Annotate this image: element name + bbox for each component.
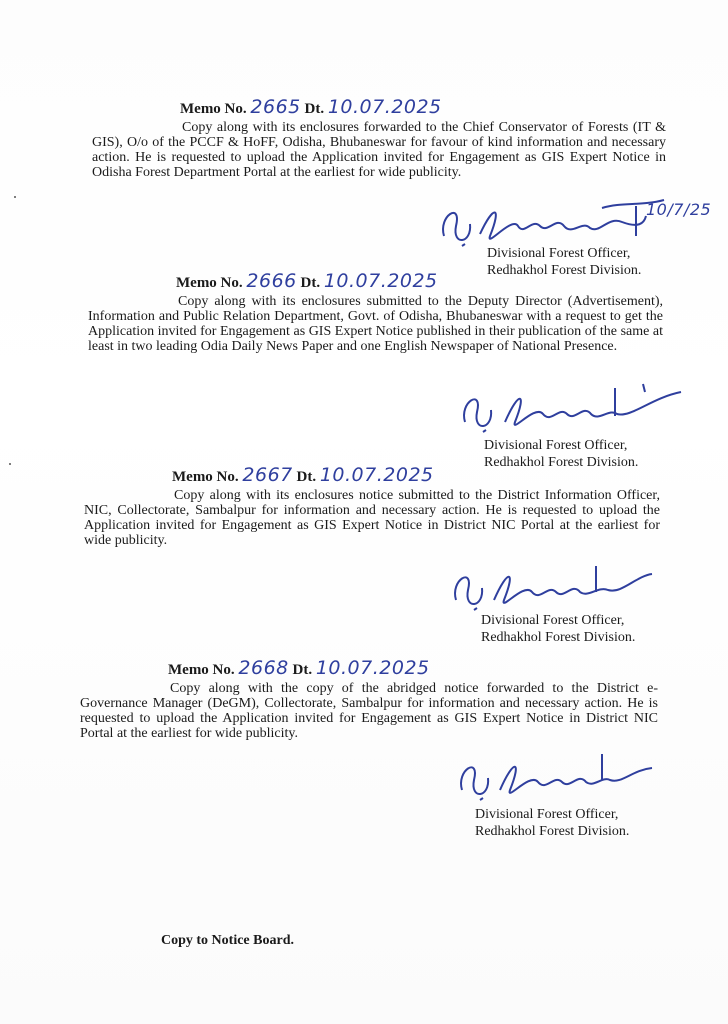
signature-image — [455, 384, 695, 444]
memo-2666 — [88, 270, 663, 354]
memo-number: 2666 — [246, 270, 297, 292]
memo-body: Copy along with its enclosures submitted to the Deputy Director (Advertisement), Information and Public Relation Department, Govt. of Odisha, Bhubaneswar with a request to get the Application invited for Engagement as GIS Expert Notice published in their publication of the same at least in two leading Odia Daily News Paper and one English Newspaper of National Presence. — [88, 294, 663, 354]
signatory-office: Redhakhol Forest Division. — [475, 824, 630, 839]
memo-number: 2668 — [238, 657, 289, 679]
memo-2667 — [84, 464, 660, 548]
signature-date-1 — [646, 200, 711, 220]
memo-body: Copy along with the copy of the abridged notice forwarded to the District e-Governance Manager (DeGM), Collectorate, Sambalpur for information and necessary action. He is requested to upload the Application invited for Engagement as GIS Expert Notice in District NIC Portal at the earliest for wide publicity. — [80, 681, 658, 741]
memo-label: Memo No. — [172, 469, 239, 485]
memo-header — [172, 464, 660, 486]
memo-date: 10.07.2025 — [319, 464, 434, 486]
signatory-title: Divisional Forest Officer, — [484, 438, 628, 453]
memo-header — [176, 270, 663, 292]
signature-date: 10/7/25 — [646, 200, 712, 219]
signatory-title: Divisional Forest Officer, — [475, 807, 619, 822]
date-label: Dt. — [296, 469, 317, 485]
memo-2668 — [80, 657, 658, 741]
signatory-office: Redhakhol Forest Division. — [484, 455, 639, 470]
memo-number: 2667 — [242, 464, 293, 486]
memo-date: 10.07.2025 — [315, 657, 430, 679]
memo-date: 10.07.2025 — [323, 270, 438, 292]
date-label: Dt. — [304, 101, 325, 117]
signatory-block-4 — [475, 806, 629, 840]
memo-label: Memo No. — [180, 101, 247, 117]
memo-header — [180, 96, 666, 118]
memo-2665 — [92, 96, 666, 180]
signatory-title: Divisional Forest Officer, — [481, 613, 625, 628]
signatory-office: Redhakhol Forest Division. — [487, 263, 642, 278]
memo-number: 2665 — [250, 96, 301, 118]
memo-body: Copy along with its enclosures notice submitted to the District Information Officer, NIC, Collectorate, Sambalpur for information and necessary action. He is requested to upload the Application invited for Engagement as GIS Expert Notice in District NIC Portal at the earliest for wide publicity. — [84, 488, 660, 548]
date-label: Dt. — [300, 275, 321, 291]
memo-label: Memo No. — [168, 662, 235, 678]
memo-body: Copy along with its enclosures forwarded to the Chief Conservator of Forests (IT & GIS), O/o of the PCCF & HoFF, Odisha, Bhubaneswar for favour of kind information and necessary action. He is requested to upload the Application invited for Engagement as GIS Expert Notice in Odisha Forest Department Portal at the earliest for wide publicity. — [92, 120, 666, 180]
memo-header — [168, 657, 658, 679]
memo-label: Memo No. — [176, 275, 243, 291]
scan-speck — [9, 463, 11, 465]
date-label: Dt. — [292, 662, 313, 678]
signature-image — [452, 752, 672, 812]
copy-to-notice-board: Copy to Notice Board. — [161, 933, 294, 948]
signatory-office: Redhakhol Forest Division. — [481, 630, 636, 645]
scan-speck — [14, 196, 16, 198]
memo-date: 10.07.2025 — [327, 96, 442, 118]
signatory-title: Divisional Forest Officer, — [487, 246, 631, 261]
signatory-block-3 — [481, 612, 635, 646]
